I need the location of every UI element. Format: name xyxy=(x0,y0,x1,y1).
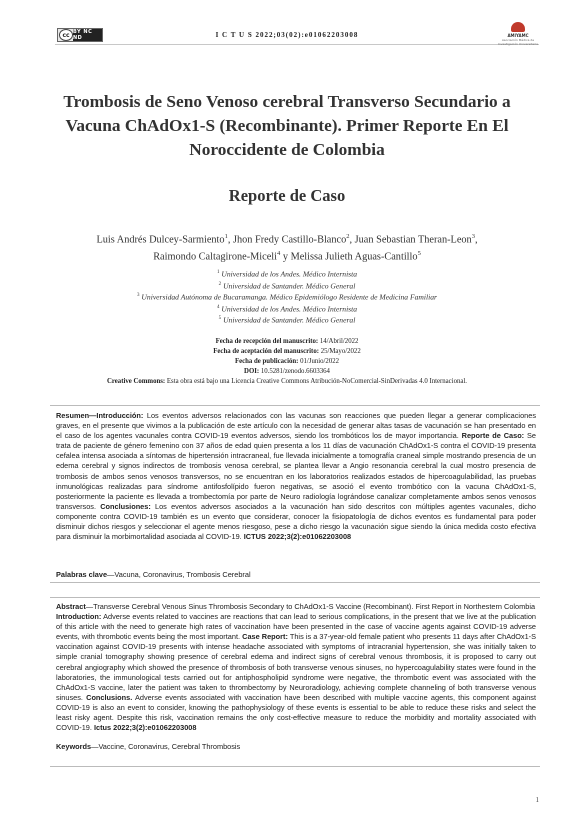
abstract-concl: Adverse events associated with vaccination have been described with multiple vaccine agents, this component against COVID-19 is also an event to consider, knowing the pathophysiology of these events is essential to be able to reduce these risks and select the least risky agent. Despite this risk, vaccination remains the only cost-effective measure to reduce the morbidity and mortality associated with COVID-19. xyxy=(56,692,536,733)
abstract-text xyxy=(56,602,536,733)
received-date xyxy=(0,337,574,347)
affil-number: 1 xyxy=(216,270,220,275)
affil-text: Universidad Autónoma de Bucaramanga. Médico Epidemiólogo Residente de Medicina Familiar xyxy=(141,292,437,302)
resumen-citation: ICTUS 2022;3(2):e01062203008 xyxy=(241,532,352,542)
palabras-clave xyxy=(56,570,251,579)
keywords-label: Keywords xyxy=(56,742,92,751)
published-label: Fecha de publicación: xyxy=(234,358,299,365)
affil-text: Universidad de los Andes. Médico Internista xyxy=(221,304,358,314)
affiliation-item xyxy=(0,280,574,292)
affiliation-item xyxy=(0,291,574,303)
author-name: Luis Andrés Dulcey-Sarmiento xyxy=(96,234,225,246)
publication-dates xyxy=(0,337,574,387)
author-affil-ref: 2 xyxy=(346,233,350,240)
author-separator: , xyxy=(349,234,355,246)
license-text: Esta obra está bajo una Licencia Creative Commons Atribución-NoComercial-SinDerivadas 4.0 Internacional. xyxy=(166,378,467,385)
received-value: 14/Abril/2022 xyxy=(319,338,359,345)
accepted-label: Fecha de aceptación del manuscrito: xyxy=(213,348,319,355)
affil-number: 3 xyxy=(137,293,140,299)
kw-text: —Vacuna, Coronavirus, Trombosis Cerebral xyxy=(107,570,251,579)
affiliation-item xyxy=(0,268,574,280)
keywords xyxy=(56,742,240,751)
affil-number: 5 xyxy=(218,316,222,322)
affil-number: 2 xyxy=(218,281,222,287)
resumen-concl: Los eventos adversos asociados a la vacunación han sido descritos con múltiples agentes vacunales, dicho componente contra COVID-19 también es un evento que considerar, conocer la fisiopatología de dichos eventos es fundamental para poder disminuir dichos riesgos y seleccionar el agente menos riesgoso, pese a dicho riesgo la vacunación sigue siendo la única medida costo efectiva para disminuir la morbimortalidad asociada al COVID-19. xyxy=(56,501,536,542)
resumen-text xyxy=(56,411,536,542)
author-affil-ref: 1 xyxy=(224,233,228,240)
cc-license-terms: BY NC ND xyxy=(73,29,102,41)
header-rule xyxy=(55,44,539,45)
author-name: Raimondo Caltagirone-Miceli xyxy=(153,251,278,263)
published-value: 01/Junio/2022 xyxy=(300,358,340,365)
author-name: Melissa Julieth Aguas-Cantillo xyxy=(290,251,418,263)
doi-label: DOI: xyxy=(244,368,260,375)
author-affil-ref: 4 xyxy=(277,250,281,258)
cc-icon: cc xyxy=(59,29,73,41)
author-affil-ref: 3 xyxy=(471,233,475,240)
abstract-intro: Adverse events related to vaccines are reactions that can lead to serious complications, in the present that we live at the publication of this article with the need to generate high rates of vaccination have been presented in the case of vaccine agents against COVID-19 adverse events, with thrombotic events being the most important. xyxy=(56,612,536,642)
abstract-citation: Ictus 2022;3(2):e01062203008 xyxy=(91,723,197,733)
doi-link[interactable]: 10.5281/zenodo.6603364 xyxy=(260,368,330,375)
author-separator: , xyxy=(227,234,233,246)
author-affil-ref: 5 xyxy=(417,250,421,258)
author-separator: , xyxy=(474,234,478,246)
abstract-title: —Transverse Cerebral Venous Sinus Thrombosis Secondary to ChAdOx1-S Vaccine (Recombinant). First Report in Northestern Colombia xyxy=(85,602,536,611)
affil-text: Universidad de Santander. Médico General xyxy=(223,281,356,291)
keywords-text: —Vaccine, Coronavirus, Cerebral Thrombosis xyxy=(91,742,241,751)
resumen-concl-heading: Conclusiones: xyxy=(96,501,151,511)
accepted-value: 25/Mayo/2022 xyxy=(320,348,361,355)
affil-text: Universidad de los Andes. Médico Internista xyxy=(221,269,358,279)
affil-text: Universidad de Santander. Médico General xyxy=(223,315,356,325)
logo-label: AMIYAMC xyxy=(507,33,529,38)
author-name: Juan Sebastian Theran-Leon xyxy=(354,234,472,246)
journal-citation-header: I C T U S 2022;03(02):e01062203008 xyxy=(215,31,359,39)
affiliation-item xyxy=(0,314,574,326)
license-label: Creative Commons: xyxy=(106,378,166,385)
affil-number: 4 xyxy=(216,304,220,310)
logo-subtitle: Asociación Médica de Investigación Universitaria xyxy=(498,38,538,46)
affiliation-list xyxy=(0,268,574,326)
abstract-case-heading: Case Report: xyxy=(240,632,288,642)
page-number: 1 xyxy=(535,796,539,804)
author-separator: y xyxy=(280,251,291,263)
resumen-heading: Resumen—Introducción: xyxy=(56,411,144,420)
logo-icon xyxy=(511,22,525,32)
resumen-case-heading: Reporte de Caso: xyxy=(458,431,525,441)
abstract-heading: Abstract xyxy=(56,602,86,611)
resumen-case: Se trata de paciente de género femenino con 37 años de edad quien presenta a los 11 días de vacunación ChAdOx1-S contra el COVID-19 presenta cefalea intensa asociada a síntomas de hipertensión intracraneal, fue llevada inicialmente a tomografía craneal simple mostrando presencia de un edema cerebral y signos indirectos de trombosis venosa cerebral, se plantea llevar a Angio resonancia cerebral la cual mostro presencia de trombosis de ambos senos venosos transversos, no se encuentran en los laboratorios realizados estados de hipercoagulabilidad, las pruebas inmunológicas realizadas para síndrome antifosfolípido fueron negativas, se asoció el evento trombótico con la vacuna ChAdOx1-S, posteriormente la paciente es llevada a trombectomía por parte de Neuro radiología lográndose canalizar completamente ambos senos venosos transversos. xyxy=(56,431,536,511)
abstract-case: This is a 37-year-old female patient who presents 11 days after ChAdOx1-S vaccination against COVID-19 presents with intense headache associated with symptoms of intracranial hypertension, she was initially taken to simple cranial tomography showing presence of cerebral edema and indirect signs of cerebral venous thrombosis, it is proposed to carry out cerebral angiography which showed the presence of thrombosis of both transverse venous sinuses, no hypercoagulability states were found in the laboratories, the immunological tests carried out for antiphospholipid syndrome were negative, the thrombotic event was associated with the ChAdOx1-S vaccine, later the patient was taken to thrombectomy by Neuroradiology, achieving complete channeling of both transverse venous sinuses. xyxy=(56,632,537,702)
published-date xyxy=(0,357,574,367)
abstract-concl-heading: Conclusions. xyxy=(82,692,133,702)
article-type: Reporte de Caso xyxy=(228,186,346,205)
received-label: Fecha de recepción del manuscrito: xyxy=(215,338,319,345)
affiliation-item xyxy=(0,303,574,315)
author-name: Jhon Fredy Castillo-Blanco xyxy=(232,234,347,246)
doi[interactable] xyxy=(0,367,574,377)
abstract-intro-heading: Introduction: xyxy=(56,612,102,622)
article-title: Trombosis de Seno Venoso cerebral Transverso Secundario a Vacuna ChAdOx1-S (Recombinante). Primer Reporte En El Noroccidente de Colombia xyxy=(63,92,511,159)
journal-logo xyxy=(498,22,538,46)
kw-label: Palabras clave xyxy=(56,570,108,579)
author-list xyxy=(50,230,524,265)
resumen-intro: Los eventos adversos relacionados con las vacunas son reacciones que pueden llegar a generar complicaciones graves, en el presente que vivimos a la publicación de este artículo con la necesidad de generar altas tasas de vacunación se han presentado en el caso de los agentes vacunales contra COVID-19 eventos adversos, siendo los trombóticos los de mayor importancia. xyxy=(56,411,536,441)
accepted-date xyxy=(0,347,574,357)
license-note xyxy=(0,377,574,387)
